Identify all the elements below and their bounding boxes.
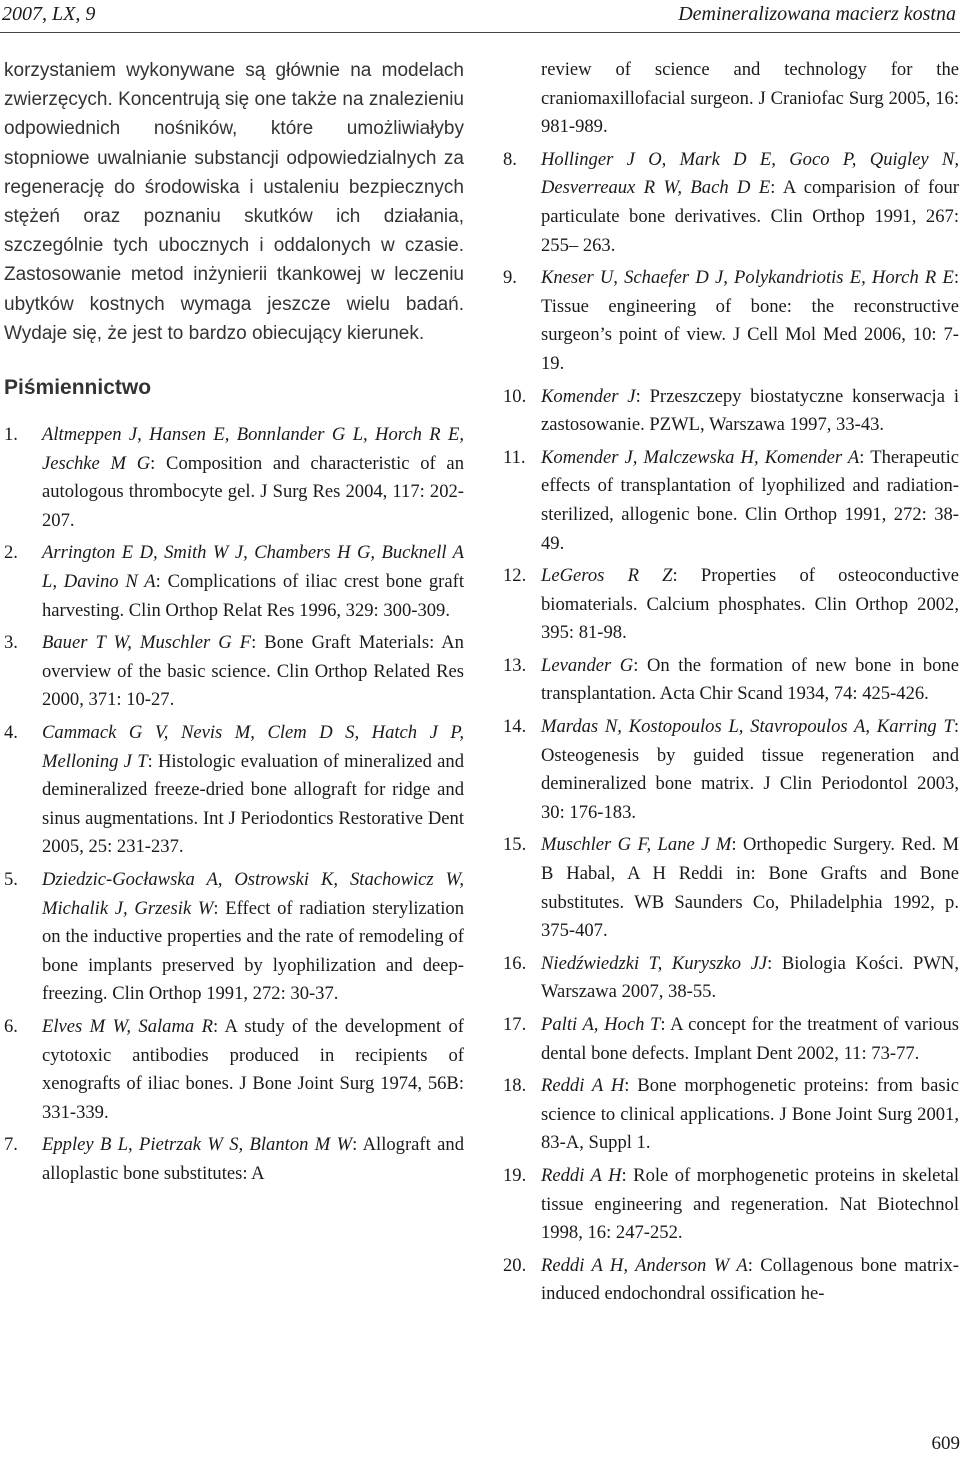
reference-text: : Composition and characteristic of an autologous thrombocyte gel. J Surg Res 2004, 117: 202-207. — [42, 452, 464, 531]
reference-item — [4, 1013, 464, 1127]
running-title: Demineralizowana macierz kostna — [678, 3, 956, 25]
reference-number: 5. — [4, 868, 18, 890]
reference-number: 20. — [503, 1254, 527, 1276]
reference-text: review of science and technology for the craniomaxillofacial surgeon. J Craniofac Surg 2005, 16: 981-989. — [541, 59, 959, 138]
reference-authors: Reddi A H — [541, 1075, 625, 1097]
reference-item — [503, 56, 959, 142]
running-header — [0, 0, 960, 40]
reference-list-left — [4, 421, 464, 1188]
reference-number: 10. — [503, 385, 527, 407]
reference-authors: Kneser U, Schaefer D J, Polykandriotis E, Horch R E — [541, 267, 954, 289]
reference-number: 13. — [503, 654, 527, 676]
left-column — [4, 56, 464, 1192]
reference-text: : Bone Graft Materials: An overview of the basic science. Clin Orthop Related Res 2000, 371: 10-27. — [42, 632, 464, 711]
reference-text: : Therapeutic effects of transplantation of lyophilized and radiation-sterilized, allogenic bone. Clin Orthop 1991, 272: 38-49. — [541, 446, 960, 554]
reference-authors: Reddi A H, Anderson W A — [541, 1254, 748, 1276]
reference-item — [503, 562, 959, 648]
reference-item — [503, 383, 959, 440]
body-paragraph: korzystaniem wykonywane są głównie na modelach zwierzęcych. Koncentrują się one także na znalezieniu odpowiednich nośników, które umożliwiałyby stopniowe uwalnianie substancji odpowiedzialnych za regenerację do środowiska i ustaleniu bezpiecznych stężeń oraz poznaniu skutków ich działania, szczególnie tych ubocznych i oddalonych w czasie. Zastosowanie metod inżynierii tkankowej w leczeniu ubytków kostnych wymaga jeszcze wielu badań. Wydaje się, że jest to bardzo obiecujący kierunek. — [4, 60, 464, 344]
reference-authors: Altmeppen J, Hansen E, Bonnlander G L, Horch R E, Jeschke M G — [42, 424, 464, 474]
reference-number: 17. — [503, 1014, 527, 1035]
reference-text: : Biologia Kości. PWN, Warszawa 2007, 38-55. — [541, 952, 959, 1003]
reference-text: : On the formation of new bone in bone transplantation. Acta Chir Scand 1934, 74: 425-426. — [541, 654, 959, 705]
reference-number: 11. — [503, 446, 526, 468]
reference-text: : Bone morphogenetic proteins: from basic science to clinical applications. J Bone Joint Surg 2001, 83-A, Suppl 1. — [541, 1075, 959, 1154]
reference-authors: Muschler G F, Lane J M — [541, 834, 732, 856]
reference-text: : Allograft and alloplastic bone substitutes: A — [42, 1134, 464, 1184]
reference-authors: Eppley B L, Pietrzak W S, Blanton M W — [42, 1134, 353, 1156]
reference-item — [503, 1011, 959, 1068]
reference-item — [4, 1131, 464, 1188]
reference-number: 15. — [503, 834, 527, 856]
reference-text: : Complications of iliac crest bone graft harvesting. Clin Orthop Relat Res 1996, 329: 300-309. — [42, 571, 464, 621]
reference-item — [503, 713, 959, 827]
reference-text: : Properties of osteoconductive biomaterials. Calcium phosphates. Clin Orthop 2002, 395: 81-98. — [541, 565, 959, 644]
reference-text: : Orthopedic Surgery. Red. M B Habal, A H Reddi in: Bone Grafts and Bone substitutes. WB Saunders Co, Philadelphia 1992, p. 375-407. — [541, 834, 960, 942]
reference-item — [503, 1252, 959, 1309]
reference-authors: Komender J — [541, 385, 636, 407]
reference-item — [503, 652, 959, 709]
page-number: 609 — [931, 1433, 960, 1454]
reference-authors: Dziedzic-Gocławska A, Ostrowski K, Stachowicz W, Michalik J, Grzesik W — [42, 868, 464, 919]
reference-text: : Effect of radiation sterylization on the inductive properties and the rate of remodeling of bone implants preserved by lyophilization and deep-freezing. Clin Orthop 1991, 272: 30-37. — [42, 897, 464, 1005]
journal-issue: 2007, LX, 9 — [2, 3, 96, 25]
reference-authors: LeGeros R Z — [541, 565, 673, 587]
header-rule — [0, 32, 960, 33]
reference-item — [503, 146, 959, 260]
reference-text: : Collagenous bone matrix-induced endochondral ossification he- — [541, 1254, 959, 1305]
reference-number: 1. — [4, 424, 18, 446]
reference-item — [503, 444, 959, 558]
reference-number: 12. — [503, 565, 527, 587]
reference-number: 6. — [4, 1015, 18, 1037]
reference-item — [503, 264, 959, 378]
reference-text: : A comparision of four particulate bone derivatives. Clin Orthop 1991, 267: 255– 263. — [541, 177, 959, 256]
reference-text: : Histologic evaluation of mineralized and demineralized freeze-dried bone allograft for ridge and sinus augmentations. Int J Periodontics Restorative Dent 2005, 25: 231-237. — [42, 750, 464, 858]
reference-text: : Tissue engineering of bone: the reconstructive surgeon’s point of view. J Cell Mol Med 2006, 10: 7-19. — [541, 267, 959, 374]
reference-item — [503, 950, 959, 1007]
reference-text: : Przeszczepy biostatyczne konserwacja i zastosowanie. PZWL, Warszawa 1997, 33-43. — [541, 385, 959, 436]
section-title: Piśmiennictwo — [4, 376, 152, 400]
reference-authors: Reddi A H — [541, 1164, 622, 1186]
reference-authors: Arrington E D, Smith W J, Chambers H G, Bucknell A L, Davino N A — [42, 542, 464, 592]
reference-number: 8. — [503, 148, 517, 170]
reference-authors: Palti A, Hoch T — [541, 1014, 661, 1035]
reference-number: 3. — [4, 632, 18, 654]
reference-item — [4, 629, 464, 715]
reference-authors: Bauer T W, Muschler G F — [42, 632, 252, 654]
reference-number: 16. — [503, 952, 527, 974]
reference-authors: Niedźwiedzki T, Kuryszko JJ — [541, 952, 768, 974]
reference-text: : A concept for the treatment of various dental bone defects. Implant Dent 2002, 11: 73-77. — [541, 1014, 959, 1064]
reference-item — [4, 539, 464, 625]
reference-number: 14. — [503, 716, 527, 738]
reference-item — [503, 1162, 959, 1248]
reference-authors: Mardas N, Kostopoulos L, Stavropoulos A, Karring T — [541, 716, 954, 738]
reference-number: 9. — [503, 267, 517, 289]
reference-number: 4. — [4, 721, 18, 743]
reference-text: : A study of the development of cytotoxic antibodies produced in recipients of xenografts of iliac bones. J Bone Joint Surg 1974, 56B: 331-339. — [42, 1015, 464, 1123]
right-column — [503, 56, 959, 1313]
reference-item — [4, 421, 464, 535]
reference-item — [4, 719, 464, 862]
reference-authors: Komender J, Malczewska H, Komender A — [541, 446, 860, 468]
reference-authors: Cammack G V, Nevis M, Clem D S, Hatch J P, Melloning J T — [42, 721, 464, 772]
reference-item — [4, 866, 464, 1009]
reference-authors: Levander G — [541, 654, 634, 676]
reference-item — [503, 1072, 959, 1158]
reference-number: 18. — [503, 1075, 527, 1097]
reference-text: : Osteogenesis by guided tissue regeneration and demineralized bone matrix. J Clin Periodontol 2003, 30: 176-183. — [541, 716, 959, 823]
reference-list-right — [503, 56, 959, 1309]
reference-number: 19. — [503, 1164, 527, 1186]
reference-text: : Role of morphogenetic proteins in skeletal tissue engineering and regeneration. Nat Biotechnol 1998, 16: 247-252. — [541, 1164, 959, 1244]
reference-authors: Hollinger J O, Mark D E, Goco P, Quigley N, Desverreaux R W, Bach D E — [541, 148, 959, 199]
reference-item — [503, 831, 959, 945]
reference-authors: Elves M W, Salama R — [42, 1015, 213, 1037]
reference-number: 7. — [4, 1134, 18, 1156]
reference-number: 2. — [4, 542, 18, 564]
